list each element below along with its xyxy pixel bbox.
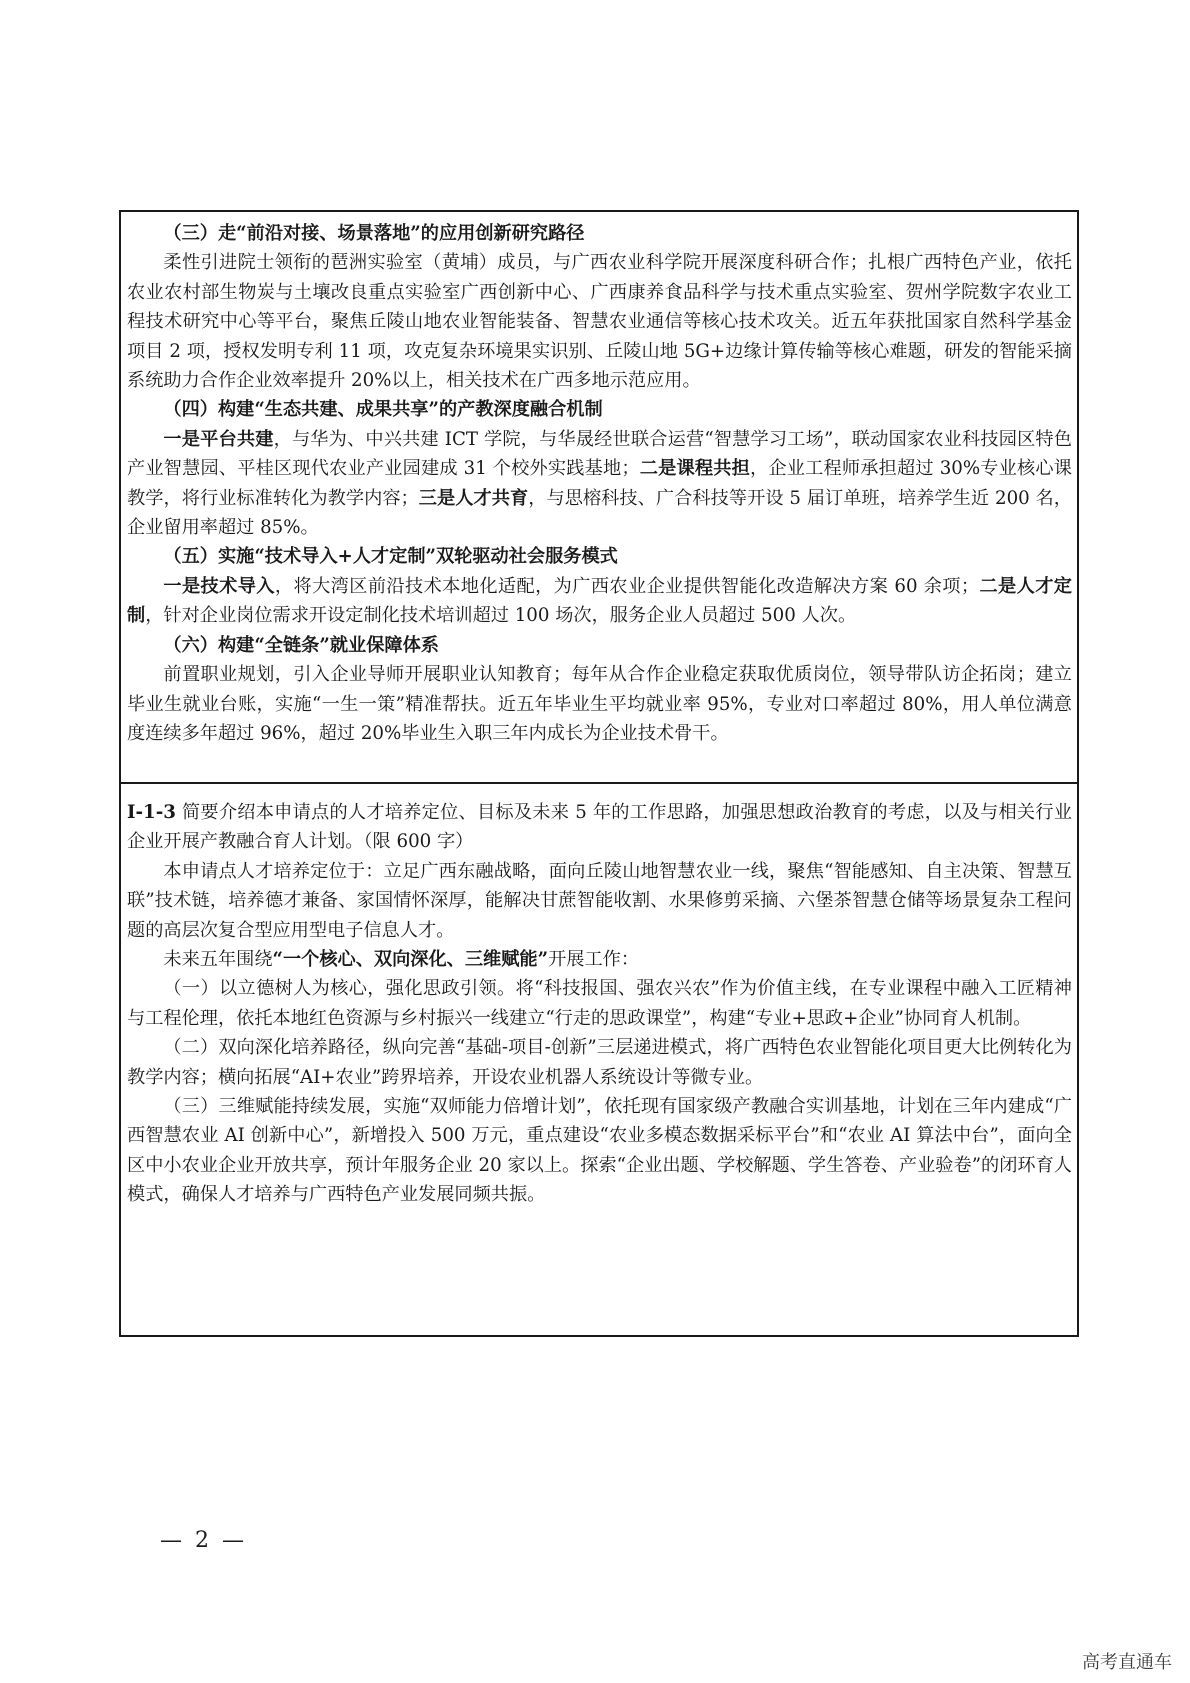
page-number: — 2 — <box>160 1528 247 1553</box>
bold-phrase: 三是人才共育 <box>418 487 529 509</box>
paragraph-5 <box>127 572 1072 631</box>
heading-6: （六）构建“全链条”就业保障体系 <box>163 634 439 656</box>
paragraph-plan-3: （三）三维赋能持续发展，实施“双师能力倍增计划”，依托现有国家级产教融合实训基地，计划在三年内建成“广西智慧农业 AI 创新中心”，新增投入 500 万元，重点建设“农业多模态数据采标平台”和“农业 AI 算法中台”，面向全区中小农业企业开放共享，预计年服务企业 20 家以上。探索“企业出题、学校解题、学生答卷、产业验卷”的闭环育人模式，确保人才培养与广西特色产业发展同频共振。 <box>127 1096 1072 1206</box>
section-code: I-1-3 <box>127 802 176 823</box>
bold-phrase: 二是课程共担 <box>639 458 750 480</box>
text-run: 未来五年围绕 <box>163 949 273 971</box>
bold-phrase: “一个核心、双向深化、三维赋能” <box>272 949 549 971</box>
paragraph-positioning: 本申请点人才培养定位于：立足广西东融战略，面向丘陵山地智慧农业一线，聚焦“智能感知、自主决策、智慧互联”技术链，培养德才兼备、家国情怀深厚，能解决甘蔗智能收割、水果修剪采摘、六堡茶智慧仓储等场景复杂工程问题的高层次复合型应用型电子信息人才。 <box>127 860 1072 941</box>
paragraph-plan-1: （一）以立德树人为核心，强化思政引领。将“科技报国、强农兴农”作为价值主线，在专业课程中融入工匠精神与工程伦理，依托本地红色资源与乡村振兴一线建立“行走的思政课堂”，构建“专业+思政+企业”协同育人机制。 <box>127 978 1072 1029</box>
table-cell-lower <box>121 784 1077 1335</box>
watermark: 高考直通车 <box>1082 1652 1172 1673</box>
text-run: ，将大湾区前沿技术本地化适配，为广西农业企业提供智能化改造解决方案 60 余项； <box>274 575 980 597</box>
paragraph-4 <box>127 425 1072 543</box>
paragraph-3: 柔性引进院士领衔的琶洲实验室（黄埔）成员，与广西农业科学院开展深度科研合作；扎根广西特色产业，依托农业农村部生物炭与土壤改良重点实验室广西创新中心、广西康养食品科学与技术重点实验室、贺州学院数字农业工程技术研究中心等平台，聚焦丘陵山地农业智能装备、智慧农业通信等核心技术攻关。近五年获批国家自然科学基金项目 2 项，授权发明专利 11 项，攻克复杂环境果实识别、丘陵山地 5G+边缘计算传输等核心难题，研发的智能采摘系统助力合作企业效率提升 20%以上，相关技术在广西多地示范应用。 <box>127 252 1072 392</box>
text-run: 开展工作： <box>548 949 640 971</box>
paragraph-6: 前置职业规划，引入企业导师开展职业认知教育；每年从合作企业稳定获取优质岗位，领导带队访企拓岗；建立毕业生就业台账，实施“一生一策”精准帮扶。近五年毕业生平均就业率 95%，专业对口率超过 80%，用人单位满意度连续多年超过 96%，超过 20%毕业生入职三年内成长为企业技术骨干。 <box>127 664 1072 744</box>
prompt-text: 简要介绍本申请点的人才培养定位、目标及未来 5 年的工作思路，加强思想政治教育的考虑，以及与相关行业企业开展产教融合育人计划。（限 600 字） <box>127 802 1072 853</box>
form-table <box>119 210 1079 1337</box>
paragraph-plan-intro <box>127 945 1072 974</box>
table-cell-upper <box>121 212 1077 784</box>
section-prompt <box>127 798 1072 857</box>
heading-3: （三）走“前沿对接、场景落地”的应用创新研究路径 <box>163 223 585 244</box>
bold-phrase: 一是技术导入 <box>163 575 275 597</box>
bold-phrase: 二是人才定制 <box>127 575 1072 627</box>
text-run: ，针对企业岗位需求开设定制化技术培训超过 100 场次，服务企业人员超过 500 人次。 <box>145 605 857 627</box>
bold-phrase: 一是平台共建 <box>163 428 274 450</box>
text-run: ，企业工程师承担超过 30%专业核心课教学，将行业标准转化为教学内容； <box>127 458 1072 509</box>
paragraph-plan-2: （二）双向深化培养路径，纵向完善“基础-项目-创新”三层递进模式，将广西特色农业智能化项目更大比例转化为教学内容；横向拓展“AI+农业”跨界培养，开设农业机器人系统设计等微专业。 <box>127 1037 1072 1088</box>
text-run: ，与华为、中兴共建 ICT 学院，与华晟经世联合运营“智慧学习工场”，联动国家农业科技园区特色产业智慧园、平桂区现代农业产业园建成 31 个校外实践基地； <box>127 428 1072 480</box>
heading-4: （四）构建“生态共建、成果共享”的产教深度融合机制 <box>163 399 603 421</box>
heading-5: （五）实施“技术导入+人才定制”双轮驱动社会服务模式 <box>163 546 618 568</box>
text-run: ，与思榕科技、广合科技等开设 5 届订单班，培养学生近 200 名，企业留用率超过 85%。 <box>127 487 1072 539</box>
